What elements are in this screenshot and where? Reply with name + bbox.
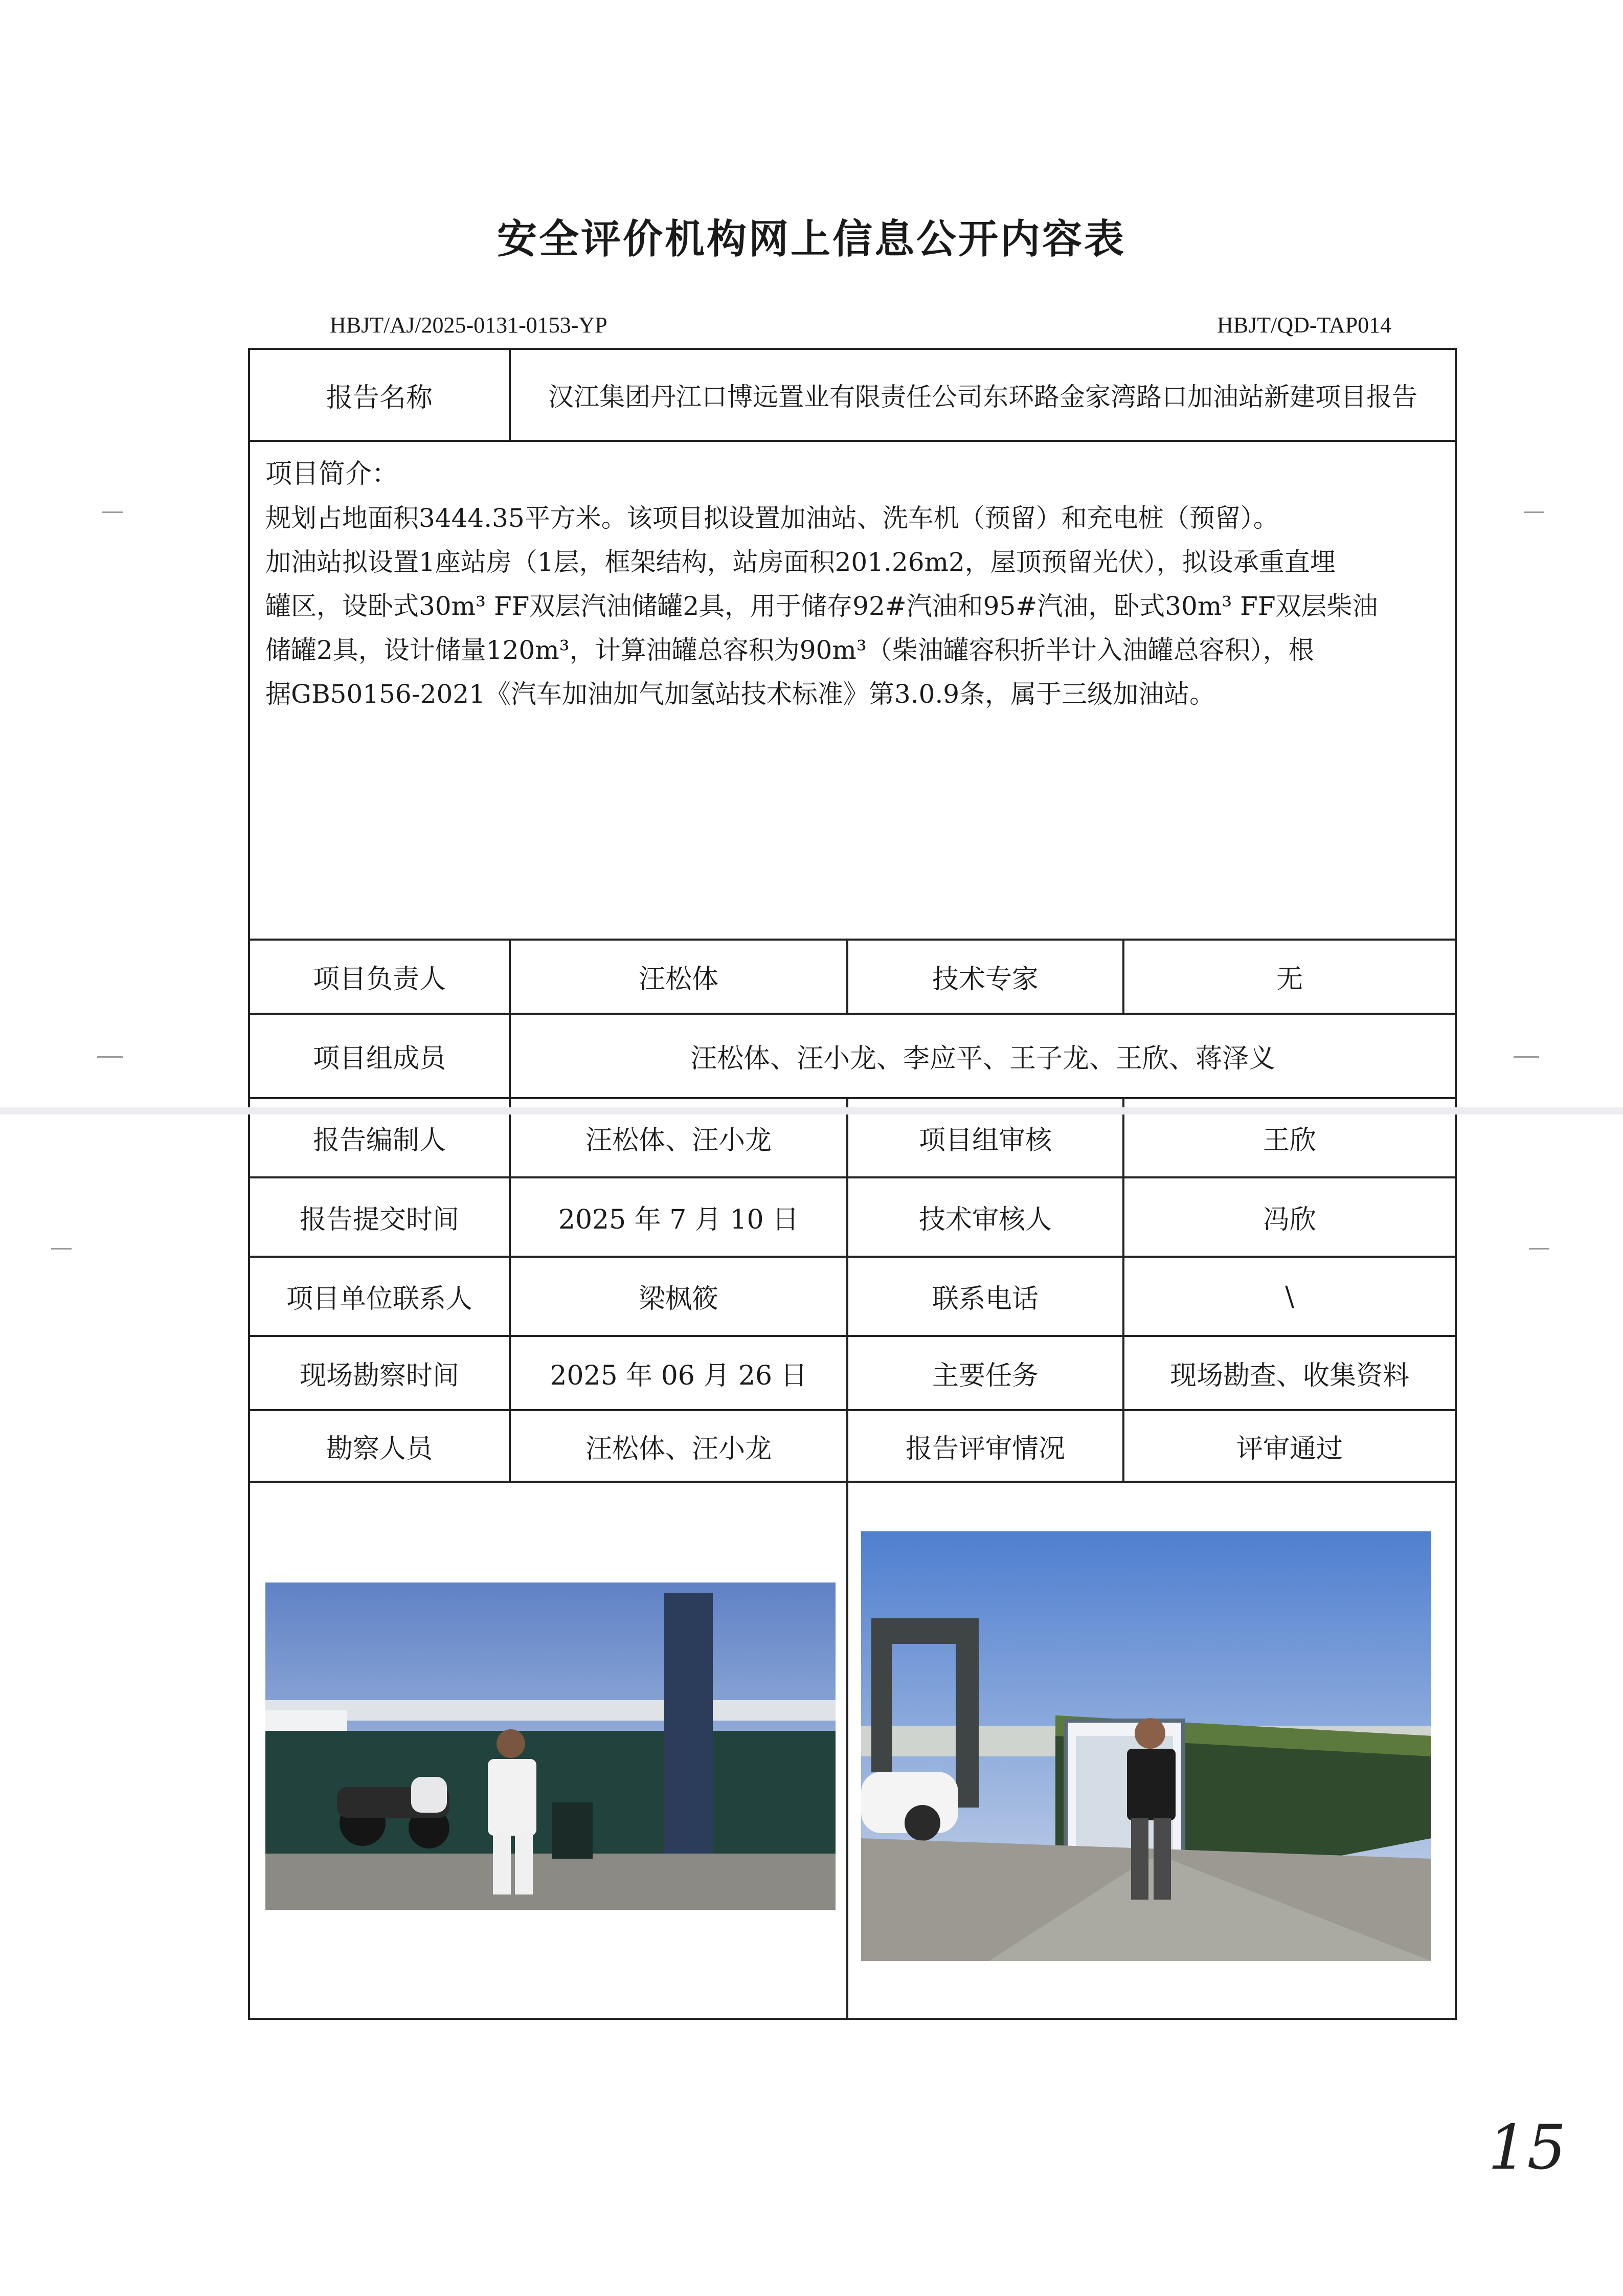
page-title: 安全评价机构网上信息公开内容表 bbox=[497, 216, 1126, 262]
review-status-value: 评审通过 bbox=[1123, 1410, 1456, 1482]
scan-artifact-dash bbox=[1514, 1056, 1539, 1058]
project-intro-line: 加油站拟设置1座站房（1层，框架结构，站房面积201.26m2，屋顶预留光伏），拟设承重直埋 bbox=[265, 547, 1336, 577]
project-intro-line: 罐区，设卧式30m³ FF双层汽油储罐2具，用于储存92#汽油和95#汽油，卧式30m³ FF双层柴油 bbox=[265, 591, 1378, 621]
tech-reviewer-label: 技术审核人 bbox=[847, 1177, 1123, 1257]
project-leader-label: 项目负责人 bbox=[249, 940, 510, 1014]
contact-phone-label: 联系电话 bbox=[847, 1257, 1123, 1336]
team-review-label: 项目组审核 bbox=[847, 1098, 1123, 1177]
project-intro-line: 据GB50156-2021《汽车加油加气加氢站技术标准》第3.0.9条，属于三级加油站。 bbox=[265, 679, 1215, 709]
scan-artifact-line bbox=[0, 1107, 1623, 1114]
scan-artifact-dash bbox=[1529, 1248, 1549, 1250]
report-name-label: 报告名称 bbox=[249, 349, 510, 441]
report-name-value: 汉江集团丹江口博远置业有限责任公司东环路金家湾路口加油站新建项目报告 bbox=[510, 349, 1456, 441]
project-leader-value: 汪松体 bbox=[510, 940, 847, 1014]
scan-artifact-dash bbox=[51, 1248, 72, 1250]
scan-artifact-dash bbox=[97, 1056, 123, 1058]
table-row bbox=[249, 1410, 1456, 1482]
team-members-label: 项目组成员 bbox=[249, 1014, 510, 1098]
project-intro-line: 规划占地面积3444.35平方米。该项目拟设置加油站、洗车机（预留）和充电桩（预留）。 bbox=[265, 503, 1279, 533]
info-table bbox=[248, 348, 1457, 2020]
submit-time-label: 报告提交时间 bbox=[249, 1177, 510, 1257]
table-row bbox=[249, 1257, 1456, 1336]
team-members-value: 汪松体、汪小龙、李应平、王子龙、王欣、蒋泽义 bbox=[510, 1014, 1456, 1098]
tech-expert-label: 技术专家 bbox=[847, 940, 1123, 1014]
tech-expert-value: 无 bbox=[1123, 940, 1456, 1014]
table-row bbox=[249, 349, 1456, 441]
project-intro-line: 储罐2具，设计储量120m³，计算油罐总容积为90m³（柴油罐容积折半计入油罐总容积），根 bbox=[265, 635, 1314, 665]
scan-artifact-dash bbox=[102, 511, 123, 513]
project-intro-heading: 项目简介： bbox=[265, 459, 399, 489]
project-intro-cell bbox=[249, 441, 1456, 940]
tech-reviewer-value: 冯欣 bbox=[1123, 1177, 1456, 1257]
table-row bbox=[249, 1014, 1456, 1098]
contact-phone-value: \ bbox=[1123, 1257, 1456, 1336]
main-task-label: 主要任务 bbox=[847, 1336, 1123, 1410]
survey-time-value: 2025 年 06 月 26 日 bbox=[510, 1336, 847, 1410]
document-code-left: HBJT/AJ/2025-0131-0153-YP bbox=[330, 313, 607, 338]
site-photo-left-icon bbox=[265, 1582, 836, 1910]
unit-contact-value: 梁枫筱 bbox=[510, 1257, 847, 1336]
table-row bbox=[249, 1336, 1456, 1410]
table-row bbox=[249, 940, 1456, 1014]
table-row bbox=[249, 441, 1456, 940]
photo-cell-right bbox=[847, 1482, 1456, 2019]
photo-cell-left bbox=[249, 1482, 847, 2019]
document-code-right: HBJT/QD-TAP014 bbox=[1217, 313, 1392, 338]
submit-time-value: 2025 年 7 月 10 日 bbox=[510, 1177, 847, 1257]
surveyors-value: 汪松体、汪小龙 bbox=[510, 1410, 847, 1482]
page-number: 15 bbox=[1488, 2112, 1566, 2183]
team-review-value: 王欣 bbox=[1123, 1098, 1456, 1177]
table-row bbox=[249, 1177, 1456, 1257]
report-editor-label: 报告编制人 bbox=[249, 1098, 510, 1177]
table-row bbox=[249, 1482, 1456, 2019]
unit-contact-label: 项目单位联系人 bbox=[249, 1257, 510, 1336]
site-photo-right-icon bbox=[861, 1531, 1431, 1961]
survey-time-label: 现场勘察时间 bbox=[249, 1336, 510, 1410]
surveyors-label: 勘察人员 bbox=[249, 1410, 510, 1482]
review-status-label: 报告评审情况 bbox=[847, 1410, 1123, 1482]
main-task-value: 现场勘查、收集资料 bbox=[1123, 1336, 1456, 1410]
report-editor-value: 汪松体、汪小龙 bbox=[510, 1098, 847, 1177]
scan-artifact-dash bbox=[1524, 511, 1544, 513]
